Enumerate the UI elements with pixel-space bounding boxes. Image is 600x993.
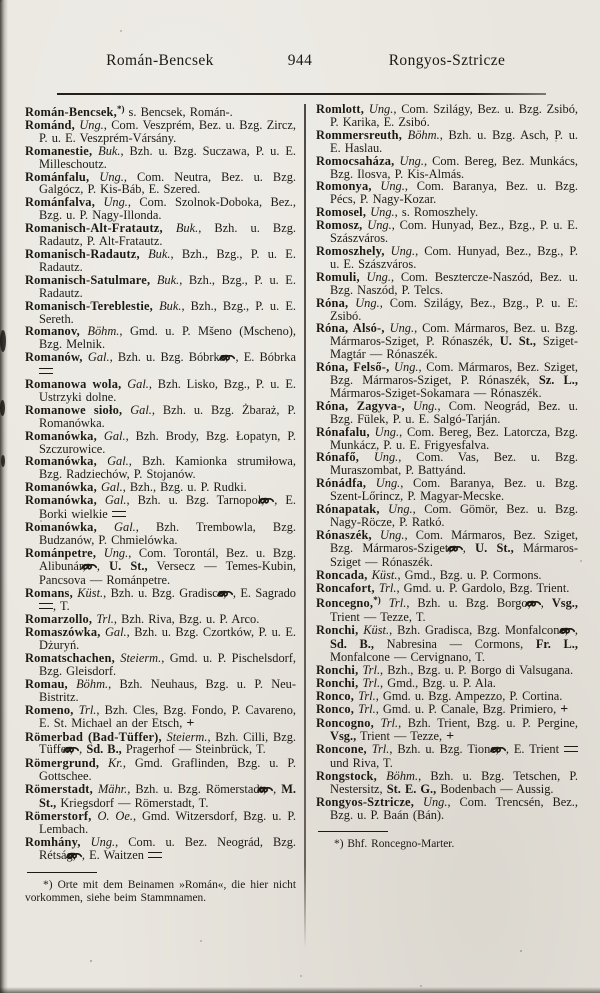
entry-headword: Römerbad (Bad-Tüffer), xyxy=(25,729,162,744)
entry-headword: Romanówka, xyxy=(25,520,97,534)
entry-headword: Romhány, xyxy=(25,834,81,849)
gazetteer-entry xyxy=(25,547,296,587)
entry-text: Ung. xyxy=(366,205,395,220)
gazetteer-entry xyxy=(316,594,578,624)
entry-text: U. St., xyxy=(109,558,148,573)
entry-headword: Romanówka, xyxy=(25,493,97,508)
gazetteer-entry xyxy=(25,145,296,171)
entry-headword: Romoszhely, xyxy=(316,243,385,258)
entry-headword: Ronco, xyxy=(316,688,355,703)
entry-headword: Romonya, xyxy=(316,179,372,194)
entry-text: Trl. xyxy=(92,612,114,627)
entry-text: Pragerhof — Steinbrück, T. xyxy=(121,742,266,757)
entry-text: , Com. Szilágy, Bez. u. Bzg. Zsibó, P. Karika, E. Zsibó. xyxy=(330,102,578,129)
entry-headword: Roncafort, xyxy=(316,580,375,595)
entry-text: , E. Sagrado xyxy=(232,585,297,600)
entry-text: , Bzh. u. Bzg. Suczawa, P. u. E. Milleschoutz. xyxy=(39,143,296,171)
entry-text: Trient — Tezze, T. xyxy=(330,610,426,625)
entry-list-left xyxy=(25,103,296,863)
entry-text: Ung. xyxy=(389,360,419,375)
entry-text: , Bzh., Bzg. u. P. Borgo di Valsugana. xyxy=(380,662,574,677)
gazetteer-entry xyxy=(316,219,578,245)
gazetteer-entry xyxy=(316,743,578,770)
entry-headword: Romanisch-Radautz, xyxy=(25,246,140,261)
entry-headword: Ronchi, xyxy=(316,662,359,677)
entry-text: M. St., xyxy=(39,782,297,811)
entry-text: Ung. xyxy=(80,834,116,849)
gazetteer-entry xyxy=(25,587,296,614)
entry-headword: Romuli, xyxy=(316,269,360,284)
entry-text: , Com. Hunyad, Bez., Bzg., P. u. E. Szászváros. xyxy=(330,218,578,246)
entry-text: Ung. xyxy=(366,476,401,491)
entry-text: , Bzh. u. Bzg. Römerstadt, xyxy=(127,782,272,797)
entry-text: , Com. Neutra, Bez. u. Bzg. Galgócz, P. Kis-Báb, E. Szered. xyxy=(39,169,296,197)
entry-text: Steierm. xyxy=(114,651,162,666)
entry-text: , xyxy=(540,596,552,611)
entry-headword: Ronchi, xyxy=(316,675,359,690)
railway-icon xyxy=(112,511,126,517)
entry-text: Ung. xyxy=(379,502,413,517)
gazetteer-entry xyxy=(25,626,296,652)
entry-text: , Com. Veszprém, Bez. u. Bzg. Zircz, P. u. E. Veszprém-Vársány. xyxy=(39,117,296,145)
entry-headword: Romanówka, xyxy=(25,454,97,469)
entry-headword: Roncone, xyxy=(316,742,367,757)
gazetteer-entry xyxy=(316,103,578,129)
entry-headword: Rónafalu, xyxy=(316,424,370,439)
entry-text: Ung. xyxy=(362,218,392,233)
entry-text: , Bzh. Cles, Bzg. Fondo, P. Cavareno, E. St. Michael an der Etsch, xyxy=(39,702,296,730)
gazetteer-entry xyxy=(316,624,578,664)
gazetteer-entry xyxy=(316,322,578,361)
entry-headword: Ronchi, xyxy=(316,623,359,638)
entry-text: Trl. xyxy=(380,596,407,611)
entry-headword: Römerstorf, xyxy=(25,808,92,823)
entry-text: , Com. Szilágy, Bez., Bzg., P. u. E. Zsibó. xyxy=(330,295,578,323)
cross-icon: + xyxy=(560,701,568,717)
entry-text: Trl. xyxy=(374,580,397,595)
gazetteer-entry xyxy=(25,103,296,119)
entry-text: Ung. xyxy=(414,795,448,810)
entry-headword: Rónafő, xyxy=(316,450,360,465)
entry-text: Sziget-Magtár — Rónaszék. xyxy=(330,334,578,362)
entry-text: Trl. xyxy=(354,701,376,716)
entry-text: , Com. Torontál, Bez. u. Bzg. Alibunár, xyxy=(39,545,296,573)
gazetteer-entry xyxy=(316,155,578,181)
entry-text: , Com. Bereg, Bez. Munkács, Bzg. Ilosva, P. Kis-Almás. xyxy=(330,153,578,181)
entry-text: , Gmd. u. P. Gardolo, Bzg. Trient. xyxy=(396,580,570,595)
footnote-right: *) Bhf. Roncegno-Marter. xyxy=(334,838,455,851)
gazetteer-entry xyxy=(316,717,578,744)
gazetteer-entry xyxy=(25,678,296,704)
entry-text: Sd. B., xyxy=(86,742,122,757)
entry-headword: Romau, xyxy=(25,676,68,691)
gazetteer-entry xyxy=(316,582,578,595)
entry-headword: Románpetre, xyxy=(25,545,97,560)
gazetteer-entry xyxy=(25,300,296,326)
entry-text: , Bzh. u. Bzg. Radautz, P. Alt-Fratautz. xyxy=(39,221,296,249)
entry-text: Monfalcone — Cervignano, T. xyxy=(330,650,485,665)
entry-text: Küst. xyxy=(72,585,104,600)
gazetteer-entry xyxy=(25,757,296,783)
entry-text: Buk. xyxy=(92,143,121,158)
gazetteer-entry xyxy=(316,361,578,400)
entry-text: Ung. xyxy=(394,153,424,168)
gazetteer-entry xyxy=(25,404,296,430)
entry-text: , Bzh. u. Bzg. Tarnopol, xyxy=(126,493,273,508)
entry-text: Ung. xyxy=(95,195,128,210)
entry-text: , Bzh., Bzg., P. u. E. Radautz. xyxy=(39,272,296,300)
gazetteer-entry xyxy=(316,529,578,569)
entry-text: , Com. Baranya, Bez. u. Bzg. Szent-Lőrincz, P. Magyar-Mecske. xyxy=(330,476,578,504)
gazetteer-entry xyxy=(316,297,578,323)
entry-text: , xyxy=(273,782,282,797)
entry-headword: Romanówka, xyxy=(25,480,97,495)
entry-text: Trl. xyxy=(354,688,376,703)
entry-text: , Com. Trencsén, Bez., Bzg. u. P. Baán (Bán). xyxy=(330,795,578,822)
entry-text: , Gmd., Bzg. u. P. Cormons. xyxy=(397,567,542,582)
entry-text: Gal. xyxy=(96,520,136,534)
gazetteer-entry xyxy=(25,430,296,456)
entry-headword: Romanisch-Tereblestie, xyxy=(25,298,153,313)
gazetteer-entry xyxy=(316,796,578,822)
entry-headword: Römergrund, xyxy=(25,756,100,771)
gazetteer-entry xyxy=(25,378,296,404)
entry-text: , Bzh. Trembowla, Bzg. Budzanów, P. Chmielówka. xyxy=(39,520,296,547)
entry-text: , Bzh. u. Bzg. Borgo, xyxy=(406,596,539,611)
gazetteer-entry xyxy=(25,119,296,145)
gazetteer-entry xyxy=(25,222,296,248)
entry-headword: Róna, Alsó-, xyxy=(316,321,385,336)
entry-headword: Románfalva, xyxy=(25,195,96,210)
entry-headword: Ronco, xyxy=(316,701,355,716)
entry-text: Ung. xyxy=(371,527,405,542)
header-right-keyword: Rongyos-Sztricze xyxy=(388,52,506,69)
entry-headword: Romatschachen, xyxy=(25,651,115,666)
scan-edge-artifact xyxy=(0,987,600,993)
entry-list-right xyxy=(316,103,578,822)
entry-headword: Romanów, xyxy=(25,350,83,365)
gazetteer-entry xyxy=(316,129,578,155)
entry-headword: Rongyos-Sztricze, xyxy=(316,795,415,810)
gazetteer-entry xyxy=(25,274,296,300)
entry-headword: Romocsaháza, xyxy=(316,153,395,168)
entry-headword: Romarzollo, xyxy=(25,612,93,627)
entry-headword: Román-Bencsek, xyxy=(25,105,117,119)
entry-headword: Rónaszék, xyxy=(316,527,372,542)
gazetteer-entry xyxy=(316,426,578,452)
entry-text: Gal. xyxy=(100,625,127,640)
entry-headword: Romanowe sioło, xyxy=(25,402,123,417)
footnote-marker: *) xyxy=(116,104,125,114)
entry-text: Gal. xyxy=(96,493,127,508)
entry-text: Kr. xyxy=(99,756,123,771)
entry-headword: Romans, xyxy=(25,585,73,600)
entry-text: Mármaros-Sziget-Sokamara — Rónaszék. xyxy=(330,385,542,400)
entry-headword: Romeno, xyxy=(25,702,74,717)
entry-text: , Com. Mármaros, Bez. Sziget, Bzg. Mármaros-Sziget, P. Rónaszék, xyxy=(330,360,578,388)
entry-text: , E. Bóbrka xyxy=(235,350,296,365)
entry-headword: Romlott, xyxy=(316,102,365,116)
entry-text: Böhm. xyxy=(376,769,419,784)
entry-text: Gal. xyxy=(122,402,152,417)
gazetteer-entry xyxy=(25,494,296,521)
entry-text: , xyxy=(96,558,110,573)
entry-text: s. Bencsek, Román-. xyxy=(124,105,233,119)
entry-text: Böhm. xyxy=(402,127,440,142)
entry-text: , Bzh. Lisko, Bzg., P. u. E. Ustrzyki dolne. xyxy=(39,377,296,404)
entry-text: Ung. xyxy=(348,295,380,310)
entry-text: , Bzh. u. Bzg. Czortków, P. u. E. Dżuryń. xyxy=(39,625,296,653)
gazetteer-entry xyxy=(25,652,296,678)
entry-text: Sz. L., xyxy=(538,373,579,388)
railway-icon xyxy=(148,852,162,858)
entry-text: und Riva, T. xyxy=(330,756,393,771)
entry-headword: Rongstock, xyxy=(316,769,377,784)
entry-text: , T. xyxy=(53,599,70,614)
entry-text: Buk. xyxy=(139,246,171,261)
entry-text: , xyxy=(462,540,476,555)
gazetteer-entry xyxy=(25,521,296,547)
entry-text: , Com. u. Bez. Neográd, Bzg. Rétság, xyxy=(39,834,296,862)
entry-headword: Roncegno, xyxy=(316,596,374,611)
entry-text: U. St., xyxy=(475,540,514,555)
entry-text: Vsg., xyxy=(330,728,357,743)
gazetteer-entry xyxy=(316,770,578,796)
entry-text: Mähr. xyxy=(92,782,128,797)
entry-text: , Bzh. u. Bzg. Gradisca, xyxy=(103,585,231,600)
paper-speckles xyxy=(0,0,2,2)
entry-text: , E. Trient xyxy=(505,742,564,757)
entry-headword: Románd, xyxy=(25,117,75,132)
entry-text: Böhm. xyxy=(79,324,120,339)
entry-text: Ung. xyxy=(364,102,394,116)
entry-text: , Bzh. Kamionka strumiłowa, Bzg. Radziechów, P. Stojanów. xyxy=(39,454,296,482)
entry-text: Fr. L., xyxy=(535,637,578,652)
entry-headword: Rommersreuth, xyxy=(316,127,402,142)
entry-text: , Bzh. u. Bzg. Tetschen, P. Nestersitz, xyxy=(330,769,578,797)
scan-blob-artifact xyxy=(1,455,5,467)
entry-text: Gal. xyxy=(82,350,110,365)
entry-headword: Roncogno, xyxy=(316,715,374,730)
gazetteer-entry xyxy=(316,400,578,426)
scan-blob-artifact xyxy=(0,400,5,416)
entry-text: , Com. Neográd, Bez. u. Bzg. Fülek, P. u. E. Salgó-Tarján. xyxy=(330,398,578,426)
gazetteer-entry xyxy=(316,477,578,503)
entry-text: Buk. xyxy=(152,298,182,313)
gazetteer-entry xyxy=(25,810,296,836)
entry-headword: Róna, Zagyva-, xyxy=(316,398,405,413)
entry-text: , Bzh. Neuhaus, Bzg. u. P. Neu-Bistritz. xyxy=(39,676,296,704)
entry-text: Ung. xyxy=(404,398,438,413)
entry-text: , Bzh. u. Bzg. Tione, xyxy=(389,742,504,757)
entry-text: , Com. Hunyad, Bez., Bzg., P. u. E. Szászváros. xyxy=(330,243,578,271)
entry-headword: Románfalu, xyxy=(25,169,90,184)
column-divider xyxy=(304,104,306,949)
gazetteer-entry xyxy=(25,455,296,481)
entry-headword: Romosel, xyxy=(316,205,367,220)
entry-text: St. E. G., xyxy=(386,782,437,797)
gazetteer-entry xyxy=(25,704,296,731)
entry-text: , E. Waitzen xyxy=(81,847,149,862)
entry-text: Küst. xyxy=(358,623,390,638)
right-column xyxy=(316,103,578,851)
entry-headword: Rónádfa, xyxy=(316,476,367,491)
entry-text: , Com. Baranya, Bez. u. Bzg. Pécs, P. Nagy-Kozar. xyxy=(330,179,578,207)
cross-icon: + xyxy=(186,715,194,731)
entry-text: U. St., xyxy=(499,334,536,349)
entry-text: Buk. xyxy=(162,221,199,236)
entry-text: Steierm. xyxy=(161,729,208,744)
entry-text: Trl. xyxy=(358,662,381,677)
entry-text: , Com. Vas, Bez. u. Bzg. Muraszombat, P. Battyánd. xyxy=(330,450,578,478)
entry-text: , Com. Bereg, Bez. Latorcza, Bzg. Munkácz, P. u. E. Frigyesfalva. xyxy=(330,424,578,452)
entry-text: , s. Romoszhely. xyxy=(394,205,479,220)
entry-headword: Romanisch-Alt-Fratautz, xyxy=(25,221,163,236)
entry-text: , Bzh., Bzg. u. P. Rudki. xyxy=(122,480,247,495)
entry-text: Gal. xyxy=(121,377,149,392)
entry-text: Mármaros-Sziget — Rónaszék. xyxy=(330,540,579,569)
scan-edge-artifact xyxy=(0,0,8,993)
entry-text: Ung. xyxy=(359,269,391,284)
entry-headword: Romaszówka, xyxy=(25,625,101,640)
gazetteer-entry xyxy=(25,196,296,222)
entry-text: , Gmd. u. P. Mšeno (Mscheno), Bzg. Melnik. xyxy=(39,324,296,352)
header-rule xyxy=(57,93,546,95)
gazetteer-entry xyxy=(316,703,578,717)
railway-icon xyxy=(39,368,53,374)
entry-text: Küst. xyxy=(367,567,398,582)
page-header xyxy=(0,52,600,74)
entry-text: Trl. xyxy=(73,702,97,717)
gazetteer-entry xyxy=(316,451,578,477)
gazetteer-entry xyxy=(25,325,296,351)
page-number: 944 xyxy=(287,52,313,69)
scan-blob-artifact xyxy=(0,330,6,352)
entry-text: Bodenbach — Aussig. xyxy=(436,782,554,797)
entry-headword: Romanestie, xyxy=(25,143,93,158)
entry-text: Gal. xyxy=(96,428,126,443)
entry-text: Nabresina — Cormons, xyxy=(374,637,536,652)
gazetteer-entry xyxy=(316,503,578,529)
entry-text: Trl. xyxy=(373,715,399,730)
entry-text: , Com. Mármaros, Bez. u. Bzg. Mármaros-Sziget, P. Rónaszék, xyxy=(330,321,578,349)
footnote-marker: *) xyxy=(373,595,381,606)
gazetteer-entry xyxy=(316,180,578,206)
entry-text: Trient — Tezze, xyxy=(356,728,447,743)
entry-text: , xyxy=(574,623,579,638)
entry-text: , Bzh. u. Bzg. Żbaraż, P. Romanówka. xyxy=(39,402,296,430)
gazetteer-entry xyxy=(25,248,296,274)
entry-text: , Com. Gömör, Bez. u. Bzg. Nagy-Röcze, P. Ratkó. xyxy=(330,502,578,529)
gazetteer-entry xyxy=(25,351,296,378)
entry-text: Vsg., xyxy=(551,596,579,611)
entry-text: , Bzh. Brody, Bzg. Łopatyn, P. Szczurowice. xyxy=(39,428,296,456)
entry-text: Trl. xyxy=(358,675,381,690)
entry-text: , Gmd., Bzg. u. P. Ala. xyxy=(380,675,496,690)
gazetteer-entry xyxy=(25,731,296,758)
entry-text: Gal. xyxy=(96,480,123,495)
entry-text: Buk. xyxy=(150,272,180,287)
entry-headword: Romosz, xyxy=(316,218,363,233)
entry-headword: Rónapatak, xyxy=(316,502,380,517)
entry-text: Ung. xyxy=(74,117,104,132)
entry-text: , Com. Mármaros, Bez. Sziget, Bzg. Mármaros-Sziget, xyxy=(330,527,578,555)
gazetteer-entry xyxy=(25,783,296,810)
entry-text: Böhm. xyxy=(67,676,109,691)
railway-icon xyxy=(564,746,578,752)
entry-text: , Bzh., Bzg., P. u. E. Radautz. xyxy=(39,246,296,274)
entry-text: , Gmd. u. P. Canale, Bzg. Primiero, xyxy=(375,701,561,716)
footnote-separator xyxy=(318,831,388,833)
entry-text: Ung. xyxy=(96,545,129,560)
entry-text: , Bzh. Trient, Bzg. u. P. Pergine, xyxy=(398,715,579,730)
entry-text: Versecz — Temes-Kubin, Pancsova — Románpetre. xyxy=(39,558,296,587)
entry-text: , Bzh. Riva, Bzg. u. P. Arco. xyxy=(113,612,260,627)
entry-text: Ung. xyxy=(384,243,416,258)
entry-text: Gal. xyxy=(96,454,129,469)
entry-text: Trl. xyxy=(366,742,390,757)
header-left-keyword: Román-Bencsek xyxy=(106,52,214,69)
entry-text: , E. Borki wielkie xyxy=(39,493,296,522)
cross-icon: + xyxy=(446,728,454,744)
gazetteer-entry xyxy=(25,171,296,197)
left-column xyxy=(25,103,296,904)
entry-headword: Róna, xyxy=(316,295,349,310)
entry-text: Ung. xyxy=(384,321,415,336)
entry-text: Ung. xyxy=(369,424,400,439)
entry-headword: Römerstadt, xyxy=(25,782,93,797)
entry-text: , Bzh. u. Bzg. Bóbrka, xyxy=(109,350,234,365)
entry-text: Ung. xyxy=(89,169,124,184)
entry-text: , Bzh. u. Bzg. Asch, P. u. E. Haslau. xyxy=(330,127,578,155)
gazetteer-entry xyxy=(25,836,296,863)
entry-text: Ung. xyxy=(371,179,405,194)
entry-text: , Bzh. Gradisca, Bzg. Monfalcone, xyxy=(389,623,573,638)
entry-text: , Bzh. Cilli, Bzg. Tüffer, xyxy=(39,729,296,757)
footnote-left: *) Orte mit dem Beinamen »Román«, die hier nicht vorkommen, siehe beim Stammnamen. xyxy=(25,879,296,904)
entry-text: Sd. B., xyxy=(330,637,375,652)
entry-headword: Romanov, xyxy=(25,324,80,339)
entry-text: , xyxy=(79,742,87,757)
gazetteer-entry xyxy=(316,271,578,297)
entry-text: Ung. xyxy=(359,450,399,465)
gazetteer-entry xyxy=(316,245,578,271)
entry-headword: Roncada, xyxy=(316,567,368,582)
entry-text: , Gmd. u. Bzg. Ampezzo, P. Cortina. xyxy=(375,688,563,703)
entry-text: , Com. Szolnok-Doboka, Bez., Bzg. u. P. Nagy-Illonda. xyxy=(39,195,296,223)
entry-text: , Gmd. Graflinden, Bzg. u. P. Gottschee. xyxy=(39,756,296,784)
railway-icon xyxy=(39,603,53,609)
entry-text: O. Oe. xyxy=(91,808,133,823)
entry-headword: Romanowa wola, xyxy=(25,377,122,392)
entry-text: , Bzh., Bzg., P. u. E. Sereth. xyxy=(39,298,296,326)
entry-text: Kriegsdorf — Römerstadt, T. xyxy=(56,796,209,811)
entry-text: , Gmd. u. P. Pischelsdorf, Bzg. Gleisdorf. xyxy=(39,651,296,678)
entry-headword: Romanówka, xyxy=(25,428,97,443)
entry-headword: Róna, Felső-, xyxy=(316,360,390,375)
entry-text: , Com. Besztercze-Naszód, Bez. u. Bzg. Naszód, P. Telcs. xyxy=(330,269,578,297)
entry-text: , Gmd. Witzersdorf, Bzg. u. P. Lembach. xyxy=(39,808,296,836)
footnote-separator xyxy=(27,872,97,874)
entry-headword: Romanisch-Satulmare, xyxy=(25,272,151,287)
